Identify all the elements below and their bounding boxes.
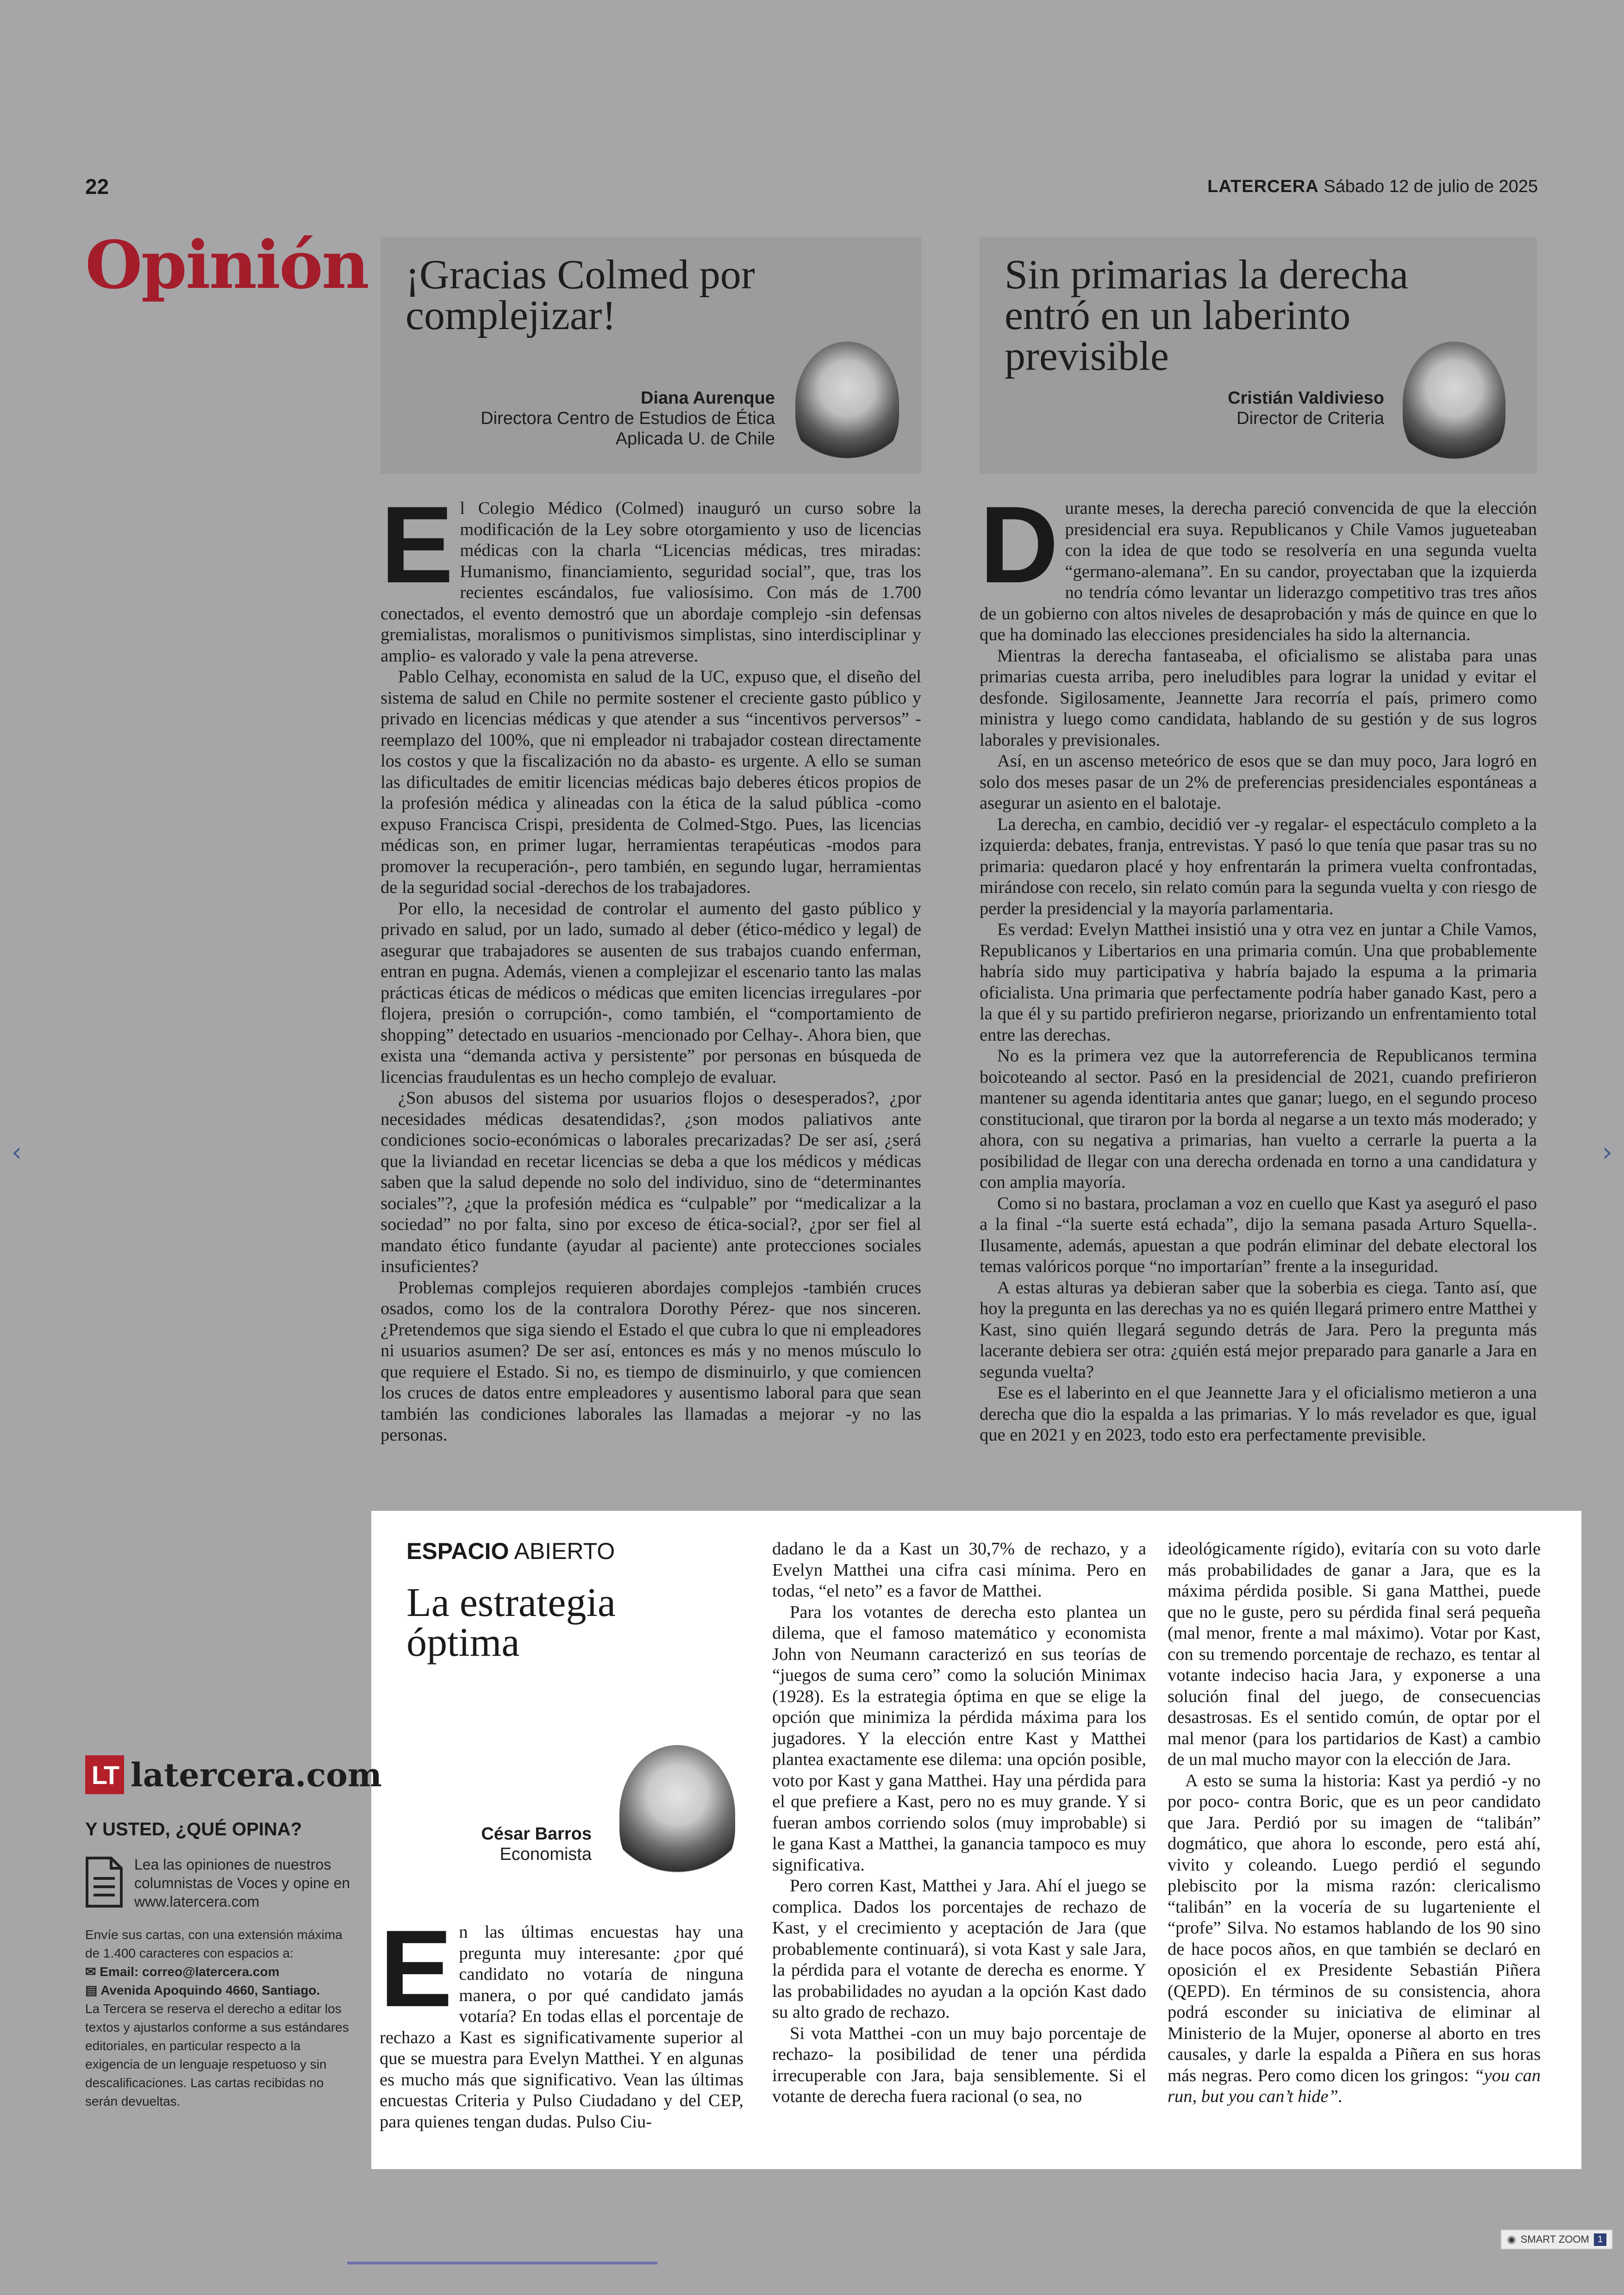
paragraph: Pablo Celhay, economista en salud de la UC, expuso que, el diseño del sistema de salud en Chile no permite sostener el creciente gasto público y privado en licencias médicas y que atender a sus “incentivos perversos” -reemplazo del 100%, que ni empleador ni trabajador costean directamente los costos y que la fiscalización no da abasto- es urgente. A ello se suman las dificultades de emitir licencias médicas bajo deberes éticos propios de la profesión médica y alineadas con la ética de la salud pública -como expuso Francisca Crispi, presidenta de Colmed-Stgo. Pues, las licencias médicas son, en primer lugar, herramientas terapéuticas -modos para promover la recuperación-, pero también, en segundo lugar, herramientas de la seguridad social -derechos de los trabajadores. — [381, 667, 921, 897]
logo-text: latercera.com — [131, 1755, 382, 1794]
article1-headline: ¡Gracias Colmed por complejizar! — [406, 252, 755, 338]
espacio-author — [406, 1824, 592, 1865]
paragraph: No es la primera vez que la autorreferencia de Republicanos termina boicoteando al sector. Pasó en la presidencial de 2021, cuando prefirieron mantener su agenda identitaria antes que ganar; luego, en el segundo proceso constitucional, que tiraron por la borda al negarse a un texto más moderado; y ahora, con su negativa a primarias, han vuelto a cerrarle la puerta a la posibilidad de llegar con una derecha ordenada en torno a una candidatura y con amplia mayoría. — [980, 1046, 1537, 1192]
cartas-email-text: Email: correo@latercera.com — [100, 1964, 280, 1979]
paragraph: Ese es el laberinto en el que Jeannette Jara y el oficialismo metieron a una derecha que dio la espalda a las primarias. Y lo más revelador es que, igual que en 2021 y en 2023, todo esto era perfectamente previsible. — [980, 1383, 1537, 1445]
closing-quote: “you can run, but you can’t hide”. — [1168, 2065, 1541, 2106]
espacio-col-3 — [1168, 1539, 1541, 2108]
author-portrait — [619, 1745, 735, 1884]
reading-progress-bar — [347, 2262, 657, 2264]
smart-zoom-button[interactable] — [1500, 2229, 1613, 2250]
paragraph: Así, en un ascenso meteórico de esos que se dan muy poco, Jara logró en solo dos meses pasar de un 2% de preferencias presidenciales espontáneas a asegurar un asiento en el balotaje. — [980, 751, 1537, 813]
drop-cap: D — [980, 484, 1059, 606]
drop-cap: E — [381, 484, 454, 606]
espacio-author-name: César Barros — [481, 1824, 592, 1844]
label-bold: ESPACIO — [406, 1538, 509, 1564]
paragraph: Es verdad: Evelyn Matthei insistió una y otra vez en juntar a Chile Vamos, Republicanos y Libertarios en una primaria común. Una que probablemente habría sido muy participativa y habría bajado la espuma a la primaria oficialista. Una primaria que perfectamente podría haber ganado Kast, pero a la que él y su partido prefirieron negarse, priorizando un enfrentamiento total entre las derechas. — [980, 920, 1537, 1045]
paragraph: A estas alturas ya debieran saber que la soberbia es ciega. Tanto así, que hoy la pregunta en las derechas ya no es quién llegará primero entre Matthei y Kast, sino quién llegará segundo detrás de Jara. Pero la pregunta más lacerante debiera ser otra: ¿quién está mejor preparado para ganarle a Jara en segunda vuelta? — [980, 1278, 1537, 1382]
paragraph: Como si no bastara, proclaman a voz en cuello que Kast ya aseguró el paso a la final -“la suerte está echada”, dijo la semana pasada Arturo Squella-. Ilusamente, además, apuestan a que podrán eliminar del debate electoral los temas valóricos porque “no importarían” frente a la inseguridad. — [980, 1193, 1537, 1276]
article1-author-role: Directora Centro de Estudios de Ética Aplicada U. de Chile — [481, 409, 775, 449]
mailbox-icon: ▤ — [85, 1983, 101, 1997]
article2-author — [1106, 388, 1384, 429]
paragraph: Por ello, la necesidad de controlar el aumento del gasto público y privado en salud, por un lado, sumado al deber (ético-médico y legal) de asegurar que trabajadores se ausenten de sus trabajos cuando enferman, entran en pugna. Además, vienen a complejizar el escenario tanto las malas prácticas éticas de médicos o médicas que emiten licencias irregulares -por flojera, presión o corrupción-, como también, el “comportamiento de shopping” detectado en usuarios -mencionado por Celhay-. Ahora bien, que exista una “demanda activa y persistente” por personas en búsqueda de licencias fraudulentas es un hecho complejo de evaluar. — [381, 898, 921, 1087]
section-title: Opinión — [85, 227, 369, 304]
prev-page-icon[interactable]: ‹ — [11, 1137, 22, 1167]
espacio-col-1 — [380, 1908, 743, 2133]
article1-body — [381, 484, 921, 1446]
masthead — [1207, 177, 1538, 197]
espacio-author-role: Economista — [500, 1845, 592, 1864]
document-icon — [85, 1856, 123, 1908]
article2-header — [980, 237, 1537, 474]
cartas-email[interactable] — [85, 1963, 358, 1981]
zoom-label: SMART ZOOM — [1520, 2233, 1589, 2245]
latercera-logo[interactable] — [85, 1755, 382, 1794]
cartas-info — [85, 1926, 358, 2111]
paragraph: l Colegio Médico (Colmed) inauguró un curso sobre la modificación de la Ley sobre otorgamiento y uso de licencias médicas con la charla “Licencias médicas, tres miradas: Humanismo, financiamiento, seguridad social”, que, tras los recientes escándalos, fue valiosísimo. Con más de 1.700 conectados, el evento demostró que un abordaje complejo -sin defensas gremialistas, moralismos o punitivismos simplistas, sino interdisciplinar y amplio- es valorado y vale la pena atreverse. — [381, 499, 921, 666]
article2-author-role: Director de Criteria — [1237, 409, 1384, 428]
paragraph-text: A esto se suma la historia: Kast ya perdió -y no por poco- contra Boric, que es un peor candidato que Jara. Perdió por su imagen de “talibán” dogmático, que ahora lo esconde, pero está ahí, vivito y coleando. Luego perdió el segundo plebiscito por la misma razón: clericalismo “talibán” en la vocería de su lugarteniente el “profe” Silva. No estamos hablando de los 90 sino de hace pocos años, en que también se declaró en oposición el ex Presidente Sebastián Piñera (QEPD). En términos de su consistencia, ahora podrá esconder su iniciativa de eliminar al Ministerio de la Mujer, oponerse al aborto en tres causales, y darle la espalda a Piñera en sus horas más negras. Pero como dicen los gringos: — [1168, 1771, 1541, 2085]
paragraph: urante meses, la derecha pareció convencida de que la elección presidencial era suya. Republicanos y Chile Vamos jugueteaban con la idea de que todo se resolvería en una segunda vuelta “germano-alemana”. En su candor, proyectaban que la izquierda no tendría cómo levantar un liderazgo competitivo tras tres años de un gobierno con altos niveles de desaprobación y más de quince en que lo que ha dominado las elecciones presidenciales ha sido la alternancia. — [980, 499, 1537, 644]
cartas-intro: Envíe sus cartas, con una extensión máxima de 1.400 caracteres con espacios a: — [85, 1927, 343, 1960]
opina-invite: Lea las opiniones de nuestros columnistas de Voces y opine en www.latercera.com — [134, 1856, 350, 1910]
label-light: ABIERTO — [514, 1538, 615, 1564]
eye-icon: ◉ — [1507, 2233, 1516, 2245]
paragraph: n las últimas encuestas hay una pregunta muy interesante: ¿por qué candidato no votaría de ninguna manera, o por qué candidato jamás votaría? En todas ellas el porcentaje de rechazo a Kast es significativamente superior al que se muestra para Evelyn Matthei. Y en algunas es mucho más que significativo. Vean las últimas encuestas Criteria y Pulso Ciudadano y del CEP, para quienes tengan dudas. Pulso Ciu- — [380, 1922, 743, 2132]
article2-headline: Sin primarias la derecha entró en un laberinto previsible — [1005, 252, 1409, 379]
article1-author-name: Diana Aurenque — [641, 388, 775, 408]
paragraph: Si vota Matthei -con un muy bajo porcentaje de rechazo- la posibilidad de tener una pérdida irrecuperable con Jara, baja sensiblemente. Si el votante de derecha fuera racional (o sea, no — [772, 2023, 1146, 2106]
paragraph — [1168, 1771, 1541, 2108]
article1-author — [423, 388, 775, 449]
author-portrait — [795, 342, 899, 465]
cartas-disclaimer: La Tercera se reserva el derecho a editar los textos y ajustarlos conforme a sus estándares editoriales, en particular respecto a la exigencia de un lenguaje respetuoso y sin descalificaciones. Las cartas recibidas no serán devueltas. — [85, 2002, 349, 2108]
paragraph: Mientras la derecha fantaseaba, el oficialismo se alistaba para unas primarias cuesta arriba, pero ineludibles para lograr la unidad y evitar el desfonde. Sigilosamente, Jeannette Jara recorría el país, primero como ministra y luego como candidata, hablando de su gestión y de sus logros laborales y previsionales. — [980, 646, 1537, 750]
page-number: 22 — [85, 175, 109, 199]
paragraph: ideológicamente rígido), evitaría con su voto darle más probabilidades de ganar a Jara, que es la máxima pérdida posible. Si gana Matthei, puede que no le guste, pero su pérdida final será pequeña (mal menor, frente a mal máximo). Votar por Kast, con su tremendo porcentaje de rechazo, es tentar al votante indeciso hacia Jara, y exponerse a una solución final del juego, de consecuencias desastrosas. Es el sentido común, de optar por el mal menor (para los partidarios de Kast) a cambio de un mal mucho mayor con la elección de Jara. — [1168, 1539, 1541, 1769]
zoom-page-number: 1 — [1594, 2233, 1606, 2246]
cartas-address-text: Avenida Apoquindo 4660, Santiago. — [100, 1983, 320, 1997]
paragraph: Pero corren Kast, Matthei y Jara. Ahí el juego se complica. Dados los porcentajes de rechazo de Kast, y el crecimiento y aceptación de Jara (que probablemente continuará), si vota Kast y sale Jara, la pérdida para el votante de derecha es enorme. Y las probabilidades no ayudan a la opción Kast dado su alto grado de rechazo. — [772, 1876, 1146, 2022]
drop-cap: E — [380, 1908, 453, 2030]
article1-header — [381, 237, 921, 474]
article2-author-name: Cristián Valdivieso — [1228, 388, 1384, 408]
paragraph: Para los votantes de derecha esto plantea un dilema, que el famoso matemático y economista John von Neumann caracterizó en sus teorías de “juegos de suma cero” como la solución Minimax (1928). Es la estrategia óptima en que se elige la opción que minimiza la pérdida máxima para los jugadores. Y la elección entre Kast y Matthei plantea exactamente ese dilema: una opción posible, voto por Kast y gana Matthei. Hay una pérdida para el que prefiere a Kast, pero no es muy grande. Y si fueran ambos corriendo solos (muy improbable) si le gana Kast a Matthei, la ganancia tampoco es muy significativa. — [772, 1602, 1146, 1875]
mail-icon: ✉ — [85, 1964, 100, 1979]
espacio-abierto-label — [406, 1538, 615, 1565]
paragraph: ¿Son abusos del sistema por usuarios flojos o desesperados?, ¿por necesidades médicas desatendidas?, ¿son modos paliativos ante condiciones socio-económicas o laborales precarizadas? De ser así, ¿será que la liviandad en recetar licencias se deba a que los médicos y médicas saben que la salud depende no solo del individuo, sino de “determinantes sociales”?, ¿que la profesión médica es “culpable” por “medicalizar a la sociedad” no por falta, sino por exceso de ética-social?, ¿por ser fiel al mandato ético fundante (ayudar al paciente) ante protecciones sociales insuficientes? — [381, 1088, 921, 1276]
paragraph: La derecha, en cambio, decidió ver -y regalar- el espectáculo completo a la izquierda: debates, franja, entrevistas. Y pasó lo que tenía que pasar tras su no primaria: quedaron placé y hoy enfrentarán la primera vuelta confrontadas, mirándose con recelo, sin relato común para la segunda vuelta y con riesgo de perder la presidencial y la mayoría parlamentaria. — [980, 814, 1537, 918]
espacio-headline: La estrategia óptima — [406, 1580, 616, 1665]
espacio-col-2 — [772, 1539, 1146, 2108]
next-page-icon[interactable]: › — [1602, 1137, 1613, 1167]
espacio-abierto-box — [371, 1511, 1581, 2169]
cartas-address — [85, 1981, 358, 2000]
lt-badge: LT — [85, 1755, 124, 1794]
article2-body — [980, 484, 1537, 1446]
paragraph: dadano le da a Kast un 30,7% de rechazo, y a Evelyn Matthei una cifra casi mínima. Pero en todas, “el neto” es a favor de Matthei. — [772, 1539, 1146, 1601]
opina-heading: Y USTED, ¿QUÉ OPINA? — [85, 1819, 302, 1840]
masthead-brand: LATERCERA — [1207, 177, 1319, 196]
masthead-date: Sábado 12 de julio de 2025 — [1324, 177, 1538, 196]
author-portrait — [1403, 342, 1505, 466]
paragraph: Problemas complejos requieren abordajes complejos -también cruces osados, como los de la contralora Dorothy Pérez- que nos sinceren. ¿Pretendemos que siga siendo el Estado el que cubra lo que ni empleadores ni usuarios asumen? De ser así, entonces es más y no menos músculo lo que requiere el Estado. Si no, es tiempo de disminuirlo, y que comiencen los cruces de datos entre empleadores y ausentismo laboral para que sean también las condiciones laborales las llamadas a mejorar -y no las personas. — [381, 1278, 921, 1445]
